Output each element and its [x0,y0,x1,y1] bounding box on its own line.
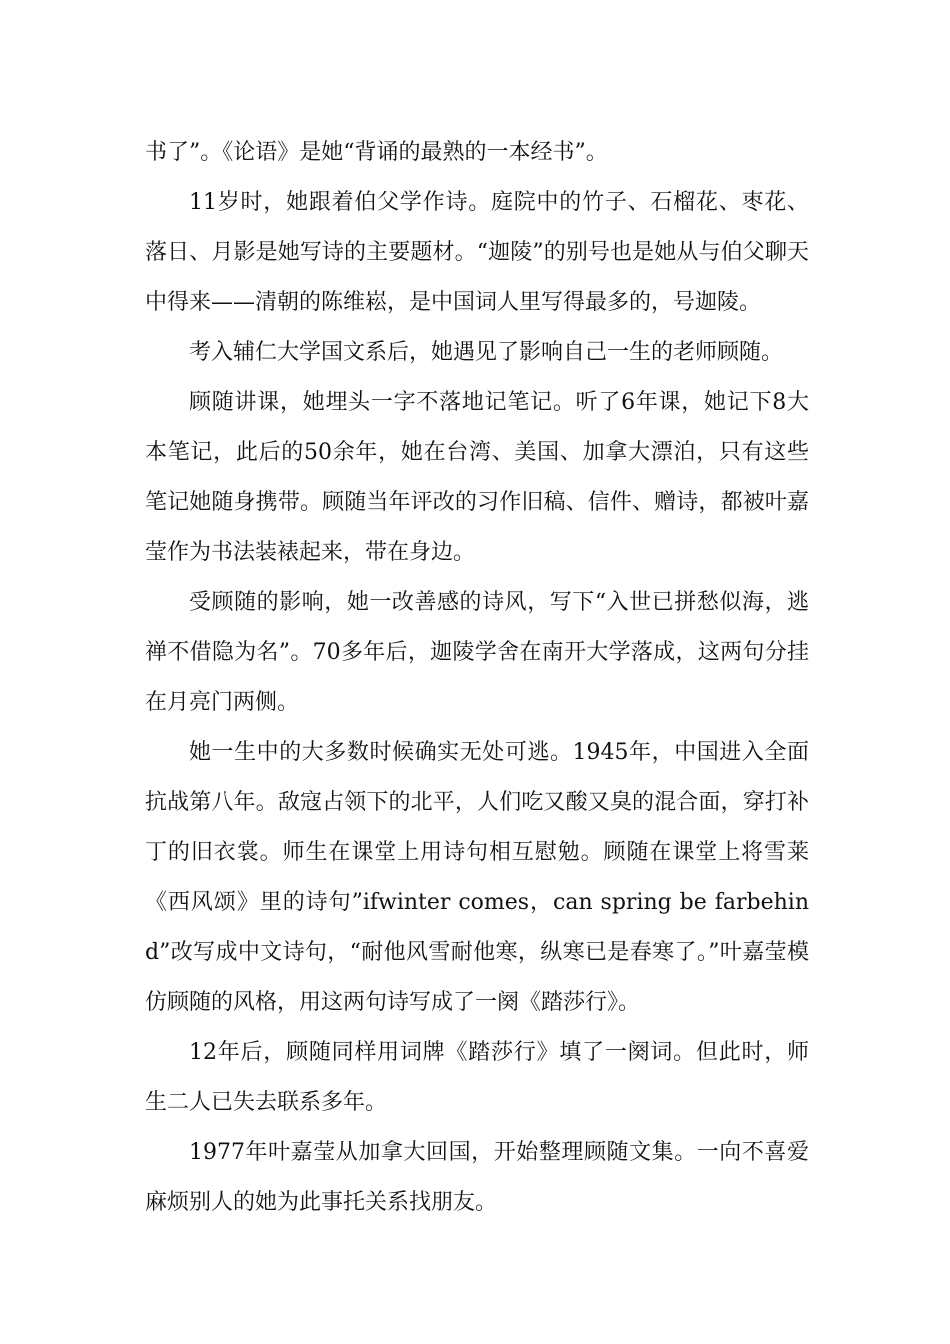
paragraph: 考入辅仁大学国文系后，她遇见了影响自己一生的老师顾随。 [189,340,784,365]
paragraph: 她一生中的大多数时候确实无处可逃。1945年，中国进入全面抗战第八年。敌寇占领下的北平，人们吃又酸又臭的混合面，穿打补丁的旧衣裳。师生在课堂上用诗句相互慰勉。顾随在课堂上将雪莱《西风颂》里的诗句”ifwinter comes，can spring be farbehind”改写成中文诗句，“耐他风雪耐他寒，纵寒已是春寒了。”叶嘉莹模仿顾随的风格，用这两句诗写成了一阕《踏莎行》。 [145,740,809,1015]
body-text [145,128,809,1228]
paragraph: 受顾随的影响，她一改善感的诗风，写下“入世已拼愁似海，逃禅不借隐为名”。70多年后，迦陵学舍在南开大学落成，这两句分挂在月亮门两侧。 [145,590,809,715]
paragraph-continuation: 书了”。《论语》是她“背诵的最熟的一本经书”。 [145,140,608,165]
paragraph: 11岁时，她跟着伯父学作诗。庭院中的竹子、石榴花、枣花、落日、月影是她写诗的主要题材。“迦陵”的别号也是她从与伯父聊天中得来——清朝的陈维崧，是中国词人里写得最多的，号迦陵。 [145,190,809,315]
paragraph: 1977年叶嘉莹从加拿大回国，开始整理顾随文集。一向不喜爱麻烦别人的她为此事托关系找朋友。 [145,1140,809,1215]
paragraph: 顾随讲课，她埋头一字不落地记笔记。听了6年课，她记下8大本笔记，此后的50余年，她在台湾、美国、加拿大漂泊，只有这些笔记她随身携带。顾随当年评改的习作旧稿、信件、赠诗，都被叶嘉莹作为书法装裱起来，带在身边。 [145,390,809,565]
paragraph: 12年后，顾随同样用词牌《踏莎行》填了一阕词。但此时，师生二人已失去联系多年。 [145,1040,809,1115]
